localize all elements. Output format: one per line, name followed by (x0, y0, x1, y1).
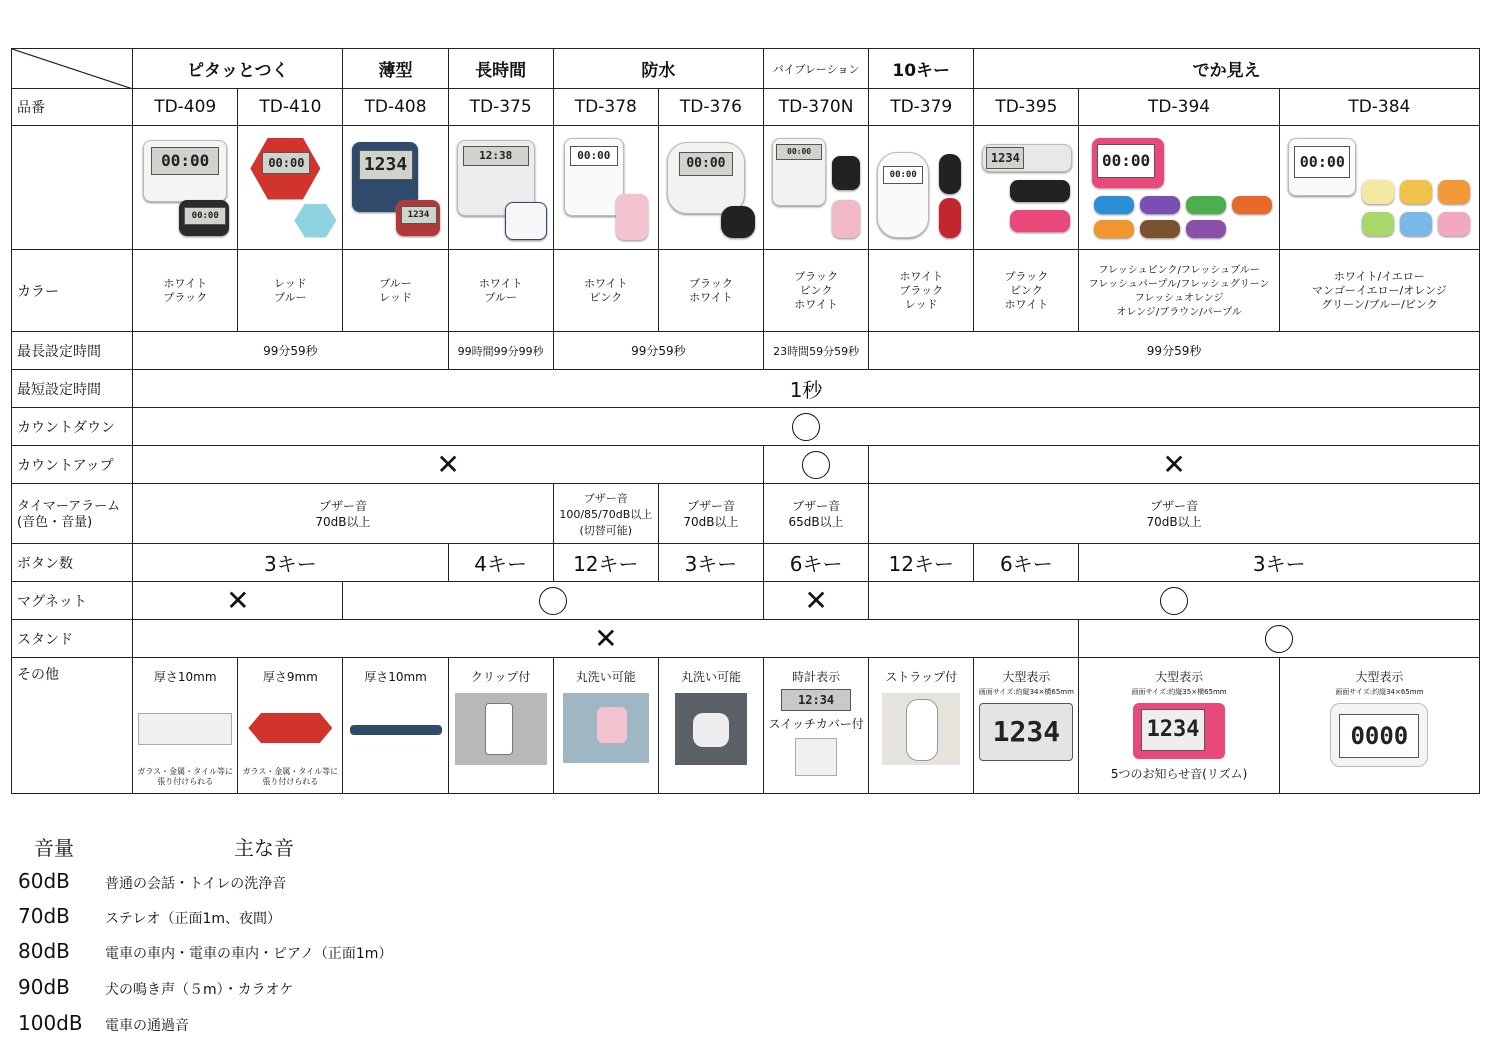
legend-db: 100dB (18, 1011, 83, 1035)
timer-display: 1234 (986, 147, 1024, 169)
color-text: レッド ブルー (273, 276, 307, 304)
product-image (553, 126, 658, 250)
product-photo (979, 703, 1073, 761)
timer-display: 00:00 (1294, 146, 1350, 178)
buttons-cell: 4キー (448, 544, 553, 582)
comparison-table (11, 48, 1480, 794)
timer-display: 00:00 (151, 147, 219, 175)
yes-mark (1160, 587, 1188, 615)
model-cell: TD-384 (1279, 89, 1479, 126)
other-title: 大型表示 (1155, 670, 1204, 684)
countdown-cell (133, 408, 1480, 446)
other-title: 時計表示 (792, 670, 841, 684)
no-mark: ✕ (594, 621, 618, 655)
product-image: 1234 1234 (343, 126, 448, 250)
timer-display: 1234 (359, 150, 413, 180)
other-cell (448, 658, 553, 794)
buttons-cell: 3キー (658, 544, 763, 582)
other-cell (343, 658, 448, 794)
other-note: ガラス・金属・タイル等に 張り付けられる (137, 767, 234, 786)
other-sub: 画面サイズ:約縦34×65mm (1335, 688, 1424, 696)
model-cell: TD-370N (764, 89, 869, 126)
alarm-cell (658, 484, 763, 544)
category-pitatto: ピタッとつく (133, 49, 343, 89)
model-cell: TD-378 (553, 89, 658, 126)
color-cell (658, 250, 763, 332)
color-text: フレッシュピンク/フレッシュブルー フレッシュパープル/フレッシュグリーン フレッシュオレンジ オレンジ/ブラウン/パープル (1088, 264, 1270, 318)
no-mark: ✕ (436, 447, 460, 481)
legend-db: 90dB (18, 975, 70, 999)
other-cell (658, 658, 763, 794)
product-photo (563, 693, 649, 763)
no-mark: ✕ (1162, 447, 1186, 481)
model-cell: TD-375 (448, 89, 553, 126)
color-cell (764, 250, 869, 332)
category-long: 長時間 (448, 49, 553, 89)
header-corner (12, 49, 133, 89)
row-label-magnet: マグネット (12, 582, 133, 620)
magnet-cell (764, 582, 869, 620)
color-cell (974, 250, 1079, 332)
other-cell (133, 658, 238, 794)
other-sub: 画面サイズ:約縦34×横65mm (978, 688, 1074, 696)
model-cell: TD-379 (869, 89, 974, 126)
no-mark: ✕ (226, 583, 250, 617)
color-cell (238, 250, 343, 332)
legend-sound: 普通の会話・トイレの洗浄音 (105, 876, 287, 892)
color-text: ブラック ホワイト (689, 276, 733, 304)
color-text: ホワイト/イエロー マンゴーイエロー/オレンジ グリーン/ブルー/ピンク (1311, 269, 1447, 311)
other-cell (869, 658, 974, 794)
max-time-cell: 23時間59分59秒 (764, 332, 869, 370)
category-10key: 10キー (869, 49, 974, 89)
model-cell: TD-409 (133, 89, 238, 126)
alarm-cell (553, 484, 658, 544)
buttons-cell: 3キー (1079, 544, 1480, 582)
row-label-color: カラー (12, 250, 133, 332)
alarm-text: ブザー音 65dB以上 (788, 498, 844, 529)
alarm-label-text: タイマーアラーム (音色・音量) (17, 498, 121, 530)
row-label-buttons: ボタン数 (12, 544, 133, 582)
alarm-cell (869, 484, 1480, 544)
product-photo (248, 713, 332, 743)
max-time-cell: 99分59秒 (553, 332, 763, 370)
row-label-model: 品番 (12, 89, 133, 126)
model-cell: TD-395 (974, 89, 1079, 126)
product-image (764, 126, 869, 250)
color-text: ホワイト ブラック レッド (899, 269, 944, 311)
row-label-max-time: 最長設定時間 (12, 332, 133, 370)
legend-db: 80dB (18, 939, 70, 963)
product-photo (138, 713, 232, 745)
other-title: 大型表示 (1002, 670, 1051, 684)
legend-sound: 電車の通過音 (105, 1018, 189, 1034)
alarm-text: ブザー音 70dB以上 (683, 498, 739, 529)
timer-display: 00:00 (883, 166, 923, 184)
row-label-other: その他 (12, 658, 133, 794)
product-image (448, 126, 553, 250)
other-cell (974, 658, 1079, 794)
other-title: 大型表示 (1355, 670, 1404, 684)
min-time-cell: 1秒 (133, 370, 1480, 408)
row-label-countdown: カウントダウン (12, 408, 133, 446)
color-cell (869, 250, 974, 332)
clock-display: 12:34 (781, 689, 851, 711)
big-display: 0000 (1339, 714, 1419, 758)
other-title: 厚さ9mm (262, 670, 318, 684)
max-time-cell: 99時間99分99秒 (448, 332, 553, 370)
timer-display: 00:00 (679, 152, 733, 176)
other-cell (553, 658, 658, 794)
product-image (238, 126, 343, 250)
color-cell (448, 250, 553, 332)
other-title: クリップ付 (470, 670, 531, 684)
legend-sound: 電車の車内・電車の車内・ピアノ（正面1m） (105, 946, 393, 962)
legend-sound: ステレオ（正面1m、夜間） (105, 911, 281, 927)
color-text: ブラック ピンク ホワイト (1004, 269, 1049, 311)
product-photo (1330, 703, 1428, 767)
buttons-cell: 6キー (764, 544, 869, 582)
model-cell: TD-408 (343, 89, 448, 126)
alarm-text: ブザー音 100/85/70dB以上 (切替可能) (559, 491, 653, 537)
big-display: 1234 (1141, 709, 1205, 751)
alarm-cell (764, 484, 869, 544)
legend-volume-header: 音量 (34, 836, 74, 860)
category-big-display: でか見え (974, 49, 1480, 89)
image-row-label (12, 126, 133, 250)
color-text: ホワイト ブルー (478, 276, 523, 304)
no-mark: ✕ (804, 583, 828, 617)
other-note: スイッチカバー付 (768, 717, 864, 731)
model-cell: TD-410 (238, 89, 343, 126)
max-time-cell: 99分59秒 (133, 332, 448, 370)
legend-sound-header: 主な音 (234, 836, 294, 860)
legend-db: 70dB (18, 904, 70, 928)
color-cell (343, 250, 448, 332)
legend-db: 60dB (18, 869, 70, 893)
magnet-cell (869, 582, 1480, 620)
legend-sound: 犬の鳴き声（５m）・カラオケ (105, 982, 294, 998)
buttons-cell: 3キー (133, 544, 448, 582)
color-cell (1279, 250, 1479, 332)
product-image (974, 126, 1079, 250)
alarm-text: ブザー音 70dB以上 (315, 498, 371, 529)
other-sub: 画面サイズ:約縦35×横65mm (1131, 688, 1227, 696)
other-note: ガラス・金属・タイル等に 張り付けられる (242, 767, 339, 786)
row-label-min-time: 最短設定時間 (12, 370, 133, 408)
product-image (869, 126, 974, 250)
other-cell (1279, 658, 1479, 794)
other-note: 5つのお知らせ音(リズム) (1110, 767, 1248, 781)
row-label-alarm (12, 484, 133, 544)
max-time-cell: 99分59秒 (869, 332, 1480, 370)
timer-display: 12:38 (463, 146, 529, 166)
magnet-cell (343, 582, 764, 620)
row-label-countup: カウントアップ (12, 446, 133, 484)
alarm-cell (133, 484, 554, 544)
product-photo (1133, 703, 1225, 759)
other-title: ストラップ付 (885, 670, 958, 684)
big-display: 1234 (979, 703, 1073, 761)
buttons-cell: 12キー (553, 544, 658, 582)
yes-mark (539, 587, 567, 615)
timer-display: 00:00 (776, 144, 822, 160)
product-photo (455, 693, 547, 765)
yes-mark (792, 413, 820, 441)
magnet-cell (133, 582, 343, 620)
other-cell (764, 658, 869, 794)
product-photo (882, 693, 960, 765)
model-cell: TD-394 (1079, 89, 1279, 126)
yes-mark (1265, 625, 1293, 653)
other-title: 丸洗い可能 (680, 670, 741, 684)
stand-cell (1079, 620, 1480, 658)
countup-cell (764, 446, 869, 484)
stand-cell (133, 620, 1079, 658)
color-text: ブルー レッド (379, 276, 412, 304)
color-cell (553, 250, 658, 332)
other-cell (1079, 658, 1279, 794)
buttons-cell: 12キー (869, 544, 974, 582)
countup-cell (869, 446, 1480, 484)
product-photo (350, 725, 442, 735)
product-photo (781, 689, 851, 711)
timer-display: 00:00 (1097, 144, 1155, 178)
other-title: 丸洗い可能 (575, 670, 636, 684)
color-cell (1079, 250, 1279, 332)
row-label-stand: スタンド (12, 620, 133, 658)
buttons-cell: 6キー (974, 544, 1079, 582)
product-photo (675, 693, 747, 765)
color-text: ブラック ピンク ホワイト (794, 269, 838, 311)
alarm-text: ブザー音 70dB以上 (1146, 498, 1202, 529)
color-text: ホワイト ブラック (163, 276, 208, 304)
category-thin: 薄型 (343, 49, 448, 89)
other-title: 厚さ10mm (364, 670, 427, 684)
yes-mark (802, 451, 830, 479)
category-vibration: バイブレーション (764, 49, 869, 89)
category-waterproof: 防水 (553, 49, 763, 89)
other-title: 厚さ10mm (153, 670, 217, 684)
countup-cell (133, 446, 764, 484)
product-image (1079, 126, 1279, 250)
product-photo (795, 738, 837, 776)
product-image (1279, 126, 1479, 250)
timer-display: 00:00 (570, 146, 618, 166)
product-image: 00:00 00:00 (133, 126, 238, 250)
color-cell (133, 250, 238, 332)
product-image (658, 126, 763, 250)
other-cell (238, 658, 343, 794)
corner-diagonal (12, 49, 133, 89)
color-text: ホワイト ピンク (583, 276, 628, 304)
timer-display: 00:00 (262, 152, 310, 174)
model-cell: TD-376 (658, 89, 763, 126)
